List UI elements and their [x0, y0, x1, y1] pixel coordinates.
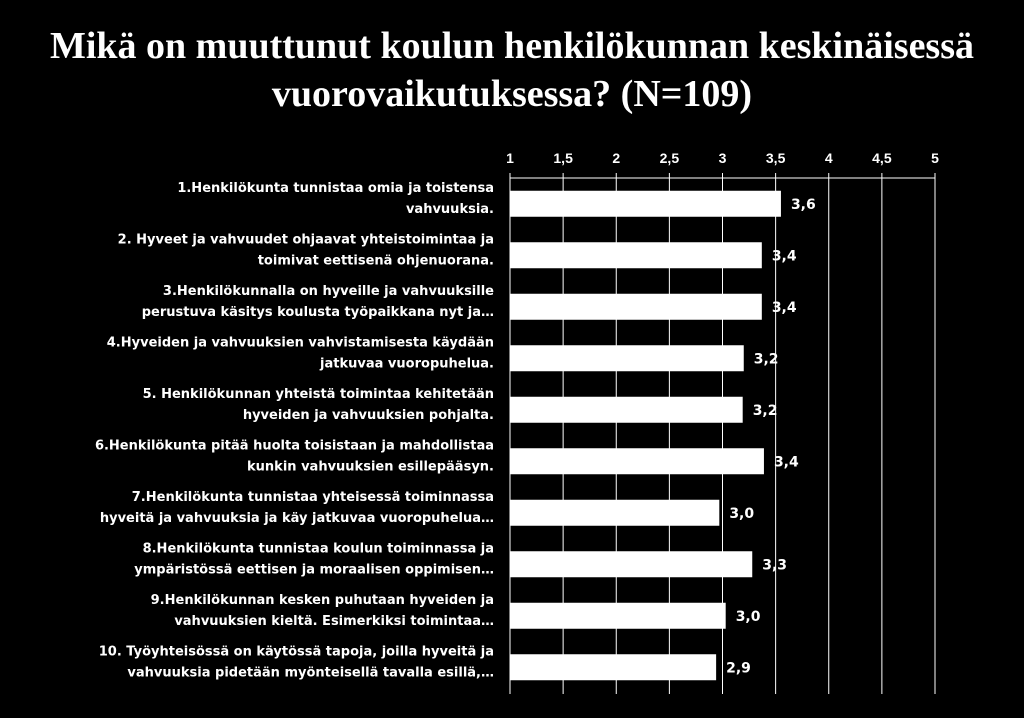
category-label: toimivat eettisenä ohjenuorana.: [257, 253, 494, 269]
bar-value-label: 3,0: [735, 608, 761, 625]
x-tick-label: 4,5: [872, 150, 892, 166]
category-label: vahvuuksia.: [405, 201, 494, 217]
bar: [510, 242, 762, 268]
category-label: 8.Henkilökunta tunnistaa koulun toiminnassa ja: [142, 541, 494, 557]
bar: [510, 345, 744, 371]
x-tick-label: 1,5: [553, 150, 573, 166]
bar-value-label: 3,0: [729, 505, 755, 522]
category-label: vahvuuksien kieltä. Esimerkiksi toimintaa…: [174, 613, 494, 629]
category-label: 4.Hyveiden ja vahvuuksien vahvistamisesta käydään: [106, 335, 494, 351]
category-label: vahvuuksia pidetään myönteisellä tavalla esillä,…: [127, 665, 494, 681]
x-tick-label: 3,5: [765, 150, 786, 166]
category-label: ympäristössä eettisen ja moraalisen oppimisen…: [134, 562, 494, 578]
bar-value-label: 3,4: [771, 299, 797, 316]
category-label: jatkuvaa vuoropuhelua.: [320, 356, 494, 372]
category-label: 7.Henkilökunta tunnistaa yhteisessä toiminnassa: [131, 489, 494, 505]
bar: [510, 654, 716, 680]
category-label: 6.Henkilökunta pitää huolta toisistaan ja mahdollistaa: [94, 438, 494, 454]
x-tick-label: 3: [718, 150, 727, 166]
category-label: 1.Henkilökunta tunnistaa omia ja toistensa: [177, 180, 494, 196]
category-label: hyveiden ja vahvuuksien pohjalta.: [242, 407, 494, 423]
bar-value-label: 3,4: [773, 454, 799, 471]
x-tick-label: 5: [931, 150, 939, 166]
bar: [510, 603, 726, 629]
bar: [510, 448, 764, 474]
bar-value-label: 3,4: [771, 248, 797, 265]
bar-value-label: 3,3: [762, 557, 788, 574]
bar: [510, 397, 743, 423]
category-label: perustuva käsitys koulusta työpaikkana nyt ja…: [141, 304, 494, 320]
bar: [510, 191, 781, 217]
category-label: 5. Henkilökunnan yhteistä toimintaa kehitetään: [142, 386, 494, 402]
x-tick-label: 2,5: [659, 150, 680, 166]
bar: [510, 500, 719, 526]
category-label: 9.Henkilökunnan kesken puhutaan hyveiden ja: [150, 592, 494, 608]
bar: [510, 294, 762, 320]
category-label: hyveitä ja vahvuuksia ja käy jatkuvaa vuoropuhelua…: [99, 510, 494, 526]
bar-value-label: 3,6: [790, 196, 816, 213]
chart-title-line1: Mikä on muuttunut koulun henkilökunnan keskinäisessä: [49, 25, 975, 67]
category-label: 2. Hyveet ja vahvuudet ohjaavat yhteistoimintaa ja: [117, 232, 494, 248]
category-label: kunkin vahvuuksien esillepääsyn.: [247, 459, 494, 475]
chart-title-line2: vuorovaikutuksessa? (N=109): [271, 73, 753, 115]
x-tick-label: 4: [824, 150, 833, 166]
x-tick-label: 1: [506, 150, 514, 166]
category-label: 10. Työyhteisössä on käytössä tapoja, joilla hyveitä ja: [98, 644, 494, 660]
category-label: 3.Henkilökunnalla on hyveille ja vahvuuksille: [162, 283, 494, 299]
bar: [510, 551, 752, 577]
x-tick-label: 2: [612, 150, 621, 166]
bar-value-label: 2,9: [726, 660, 751, 677]
bar-value-label: 3,2: [752, 402, 778, 419]
bar-value-label: 3,2: [753, 351, 779, 368]
